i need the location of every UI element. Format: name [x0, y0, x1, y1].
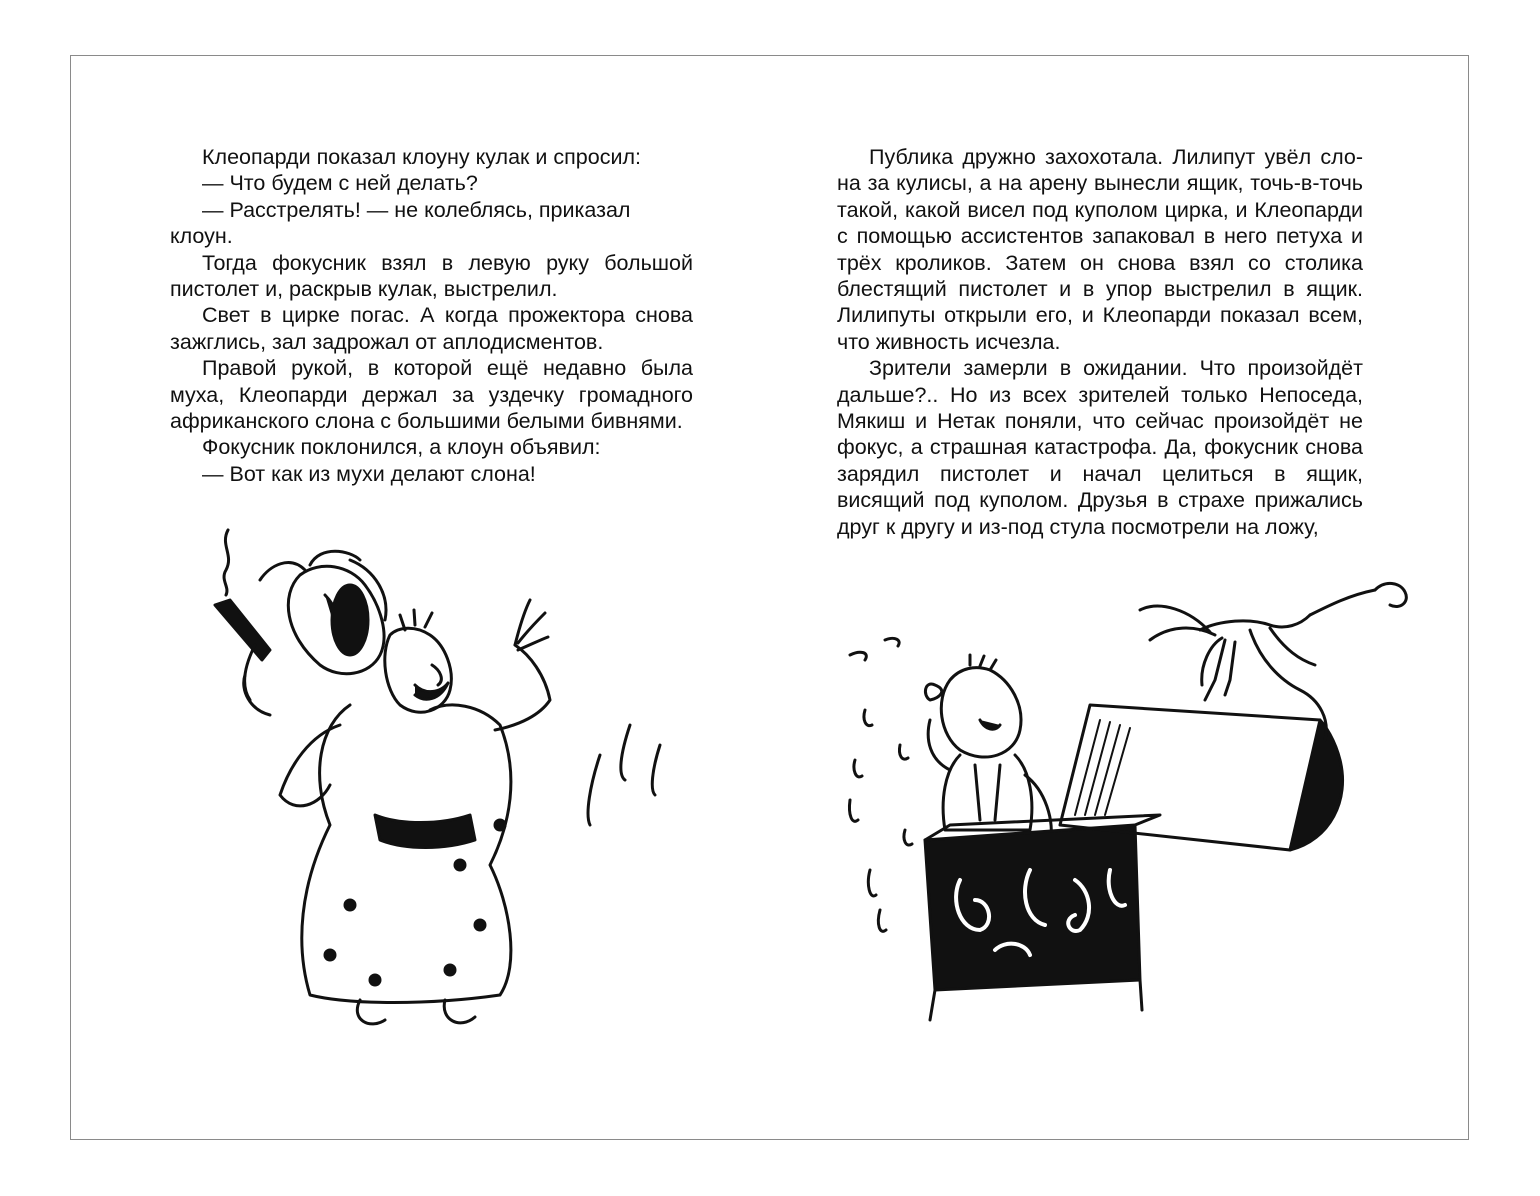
right-page-text [837, 144, 1363, 540]
paragraph: Зрители замерли в ожидании. Что произойдёт дальше?.. Но из всех зрителей только Непоседа, Мякиш и Нетак поняли, что сейчас произойдёт не фокус, а страшная катастрофа. Да, фокусник снова зарядил пистолет и начал целиться в ящик, висящий под куполом. Друзья в страхе прижались друг к другу и из-под стула посмотрели на ложу, [837, 356, 1363, 539]
paragraph: Тогда фокусник взял в левую руку большой пистолет и, раскрыв кулак, выстрелил. [170, 250, 693, 302]
paragraph: Клеопарди показал клоуну кулак и спросил: [202, 145, 641, 169]
paragraph: — Расстрелять! — не колеблясь, приказал клоун. [170, 197, 631, 249]
magician-illustration [200, 525, 680, 1045]
paragraph: Свет в цирке погас. А когда прожектора снова зажглись, зал задрожал от аплодисментов. [170, 303, 693, 354]
paragraph: Фокусник поклонился, а клоун объявил: [202, 435, 601, 460]
paragraph: Публика дружно захохотала. Лилипут увёл слона за кулисы, а на арену вынесли ящик, точь-в-точь такой, какой висел под куполом цирка, и Клеопарди с помощью ассистентов запаковал в него петуха и трёх кроликов. Затем он снова взял со столика блестящий пистолет и в упор выстрелил в ящик. Лилипуты открыли его, и Клеопарди показал всем, что живность исчезла. [837, 145, 1363, 354]
chest-illustration [830, 570, 1430, 1050]
left-page-text [170, 144, 693, 487]
paragraph: — Что будем с ней делать? [202, 171, 478, 196]
paragraph: — Вот как из мухи делают слона! [202, 461, 536, 486]
paragraph: Правой рукой, в которой ещё недавно была муха, Клеопарди держал за уздечку громадного африканского слона с большими белыми бивнями. [170, 356, 693, 434]
